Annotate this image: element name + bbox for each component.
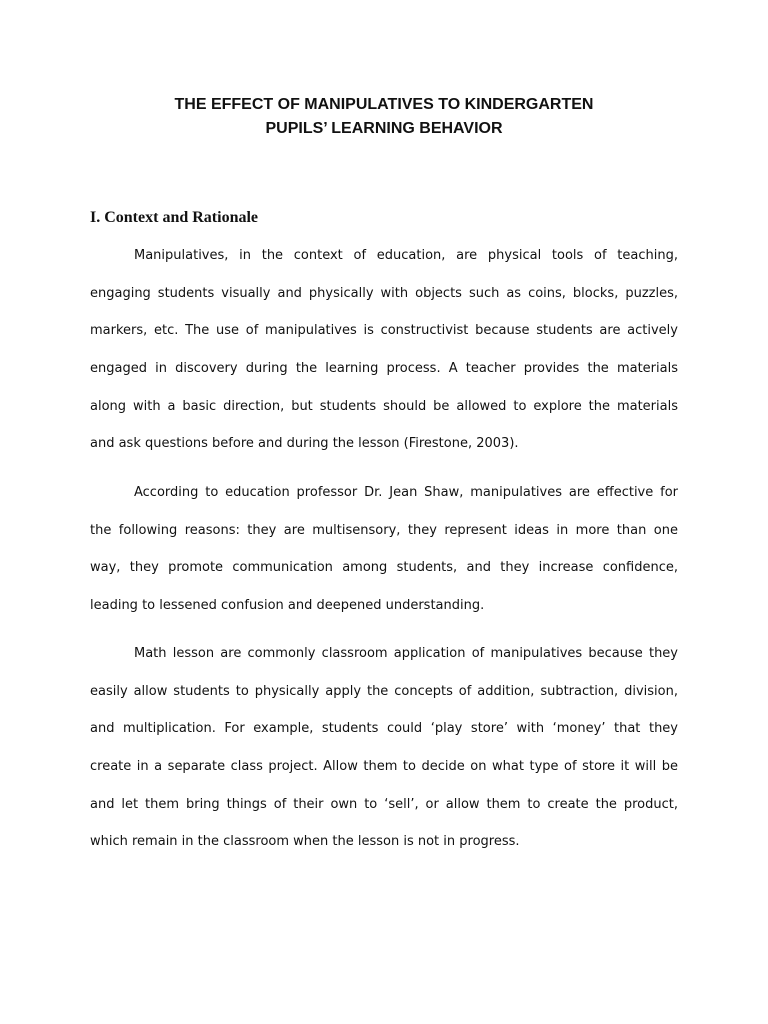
paragraph-line: engaging students visually and physically with objects such as coins, blocks, puzzles, bbox=[90, 285, 678, 301]
title-line-1: THE EFFECT OF MANIPULATIVES TO KINDERGARTEN bbox=[174, 96, 594, 113]
paragraph-line: the following reasons: they are multisensory, they represent ideas in more than one bbox=[90, 522, 678, 538]
paragraph-line: Math lesson are commonly classroom application of manipulatives because they bbox=[134, 646, 678, 661]
paragraph-line: which remain in the classroom when the lesson is not in progress. bbox=[90, 834, 520, 850]
paragraph-1 bbox=[90, 237, 678, 463]
document-title bbox=[0, 93, 768, 141]
paragraph-line: way, they promote communication among students, and they increase confidence, bbox=[90, 560, 678, 576]
paragraph-line: Manipulatives, in the context of education, are physical tools of teaching, bbox=[134, 248, 678, 263]
paragraph-line: and let them bring things of their own to ‘sell’, or allow them to create the product, bbox=[90, 796, 678, 812]
paragraph-line: engaged in discovery during the learning process. A teacher provides the materials bbox=[90, 361, 678, 377]
paragraph-2 bbox=[90, 474, 678, 625]
paragraph-line: and multiplication. For example, students could ‘play store’ with ‘money’ that they bbox=[90, 721, 678, 737]
paragraph-line: According to education professor Dr. Jean Shaw, manipulatives are effective for bbox=[134, 485, 678, 500]
paragraph-line: and ask questions before and during the lesson (Firestone, 2003). bbox=[90, 436, 519, 452]
paragraph-3 bbox=[90, 635, 678, 861]
paragraph-line: create in a separate class project. Allow them to decide on what type of store it will be bbox=[90, 759, 678, 775]
paragraph-line: easily allow students to physically apply the concepts of addition, subtraction, division, bbox=[90, 683, 678, 699]
paragraph-line: markers, etc. The use of manipulatives is constructivist because students are actively bbox=[90, 323, 678, 339]
section-heading: I. Context and Rationale bbox=[90, 209, 259, 226]
title-line-2: PUPILS’ LEARNING BEHAVIOR bbox=[265, 120, 503, 137]
paragraph-line: leading to lessened confusion and deepened understanding. bbox=[90, 598, 485, 614]
paragraph-line: along with a basic direction, but students should be allowed to explore the materials bbox=[90, 398, 678, 414]
